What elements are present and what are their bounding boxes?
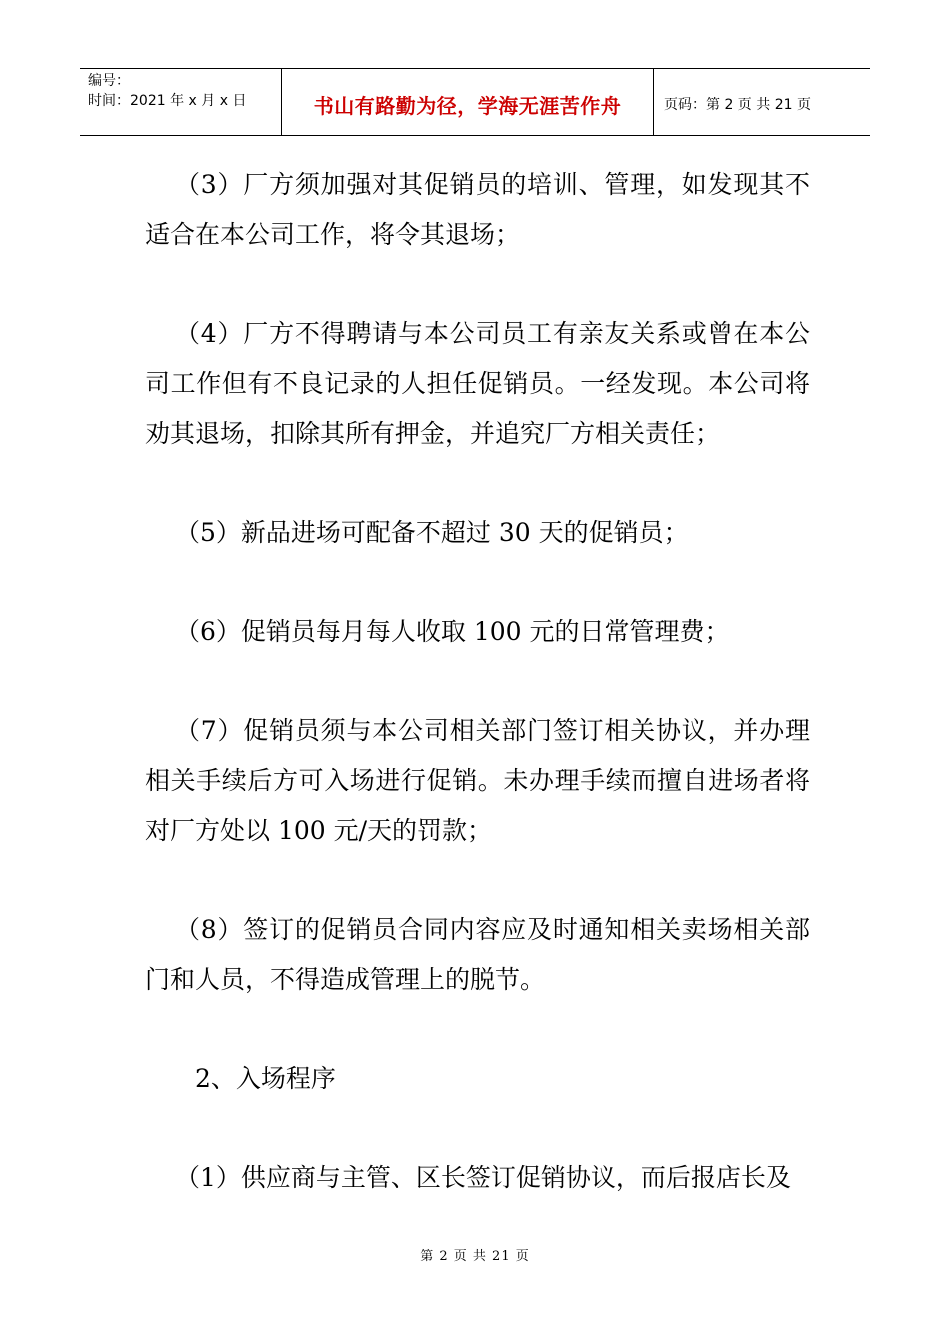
paragraph-item-5: （5）新品进场可配备不超过 30 天的促销员； [175, 518, 689, 547]
header-motto-cell [281, 69, 654, 135]
document-body [145, 160, 810, 1203]
header-table [80, 68, 870, 136]
header-time: 时间：2021 年 x 月 x 日 [88, 93, 247, 109]
header-meta [80, 69, 281, 135]
header-page-info: 页码：第 2 页 共 21 页 [664, 97, 811, 113]
paragraph-item-6: （6）促销员每月每人收取 100 元的日常管理费； [175, 617, 730, 646]
header-page-info-cell [654, 69, 870, 135]
section-heading-entry-procedure: 2、入场程序 [195, 1064, 336, 1093]
page-footer: 第 2 页 共 21 页 [420, 1249, 530, 1264]
paragraph-item-8: （8）签订的促销员合同内容应及时通知相关卖场相关部门和人员，不得造成管理上的脱节。 [145, 915, 810, 994]
paragraph-item-7: （7）促销员须与本公司相关部门签订相关协议，并办理相关手续后方可入场进行促销。未办理手续而擅自进场者将对厂方处以 100 元/天的罚款； [145, 716, 810, 845]
header-number: 编号： [88, 73, 130, 89]
paragraph-item-4: （4）厂方不得聘请与本公司员工有亲友关系或曾在本公司工作但有不良记录的人担任促销员。一经发现。本公司将劝其退场，扣除其所有押金，并追究厂方相关责任； [145, 319, 810, 448]
paragraph-item-3: （3）厂方须加强对其促销员的培训、管理，如发现其不适合在本公司工作，将令其退场； [145, 170, 810, 249]
paragraph-procedure-1: （1）供应商与主管、区长签订促销协议，而后报店长及 [175, 1163, 791, 1192]
header-motto: 书山有路勤为径，学海无涯苦作舟 [313, 93, 622, 118]
